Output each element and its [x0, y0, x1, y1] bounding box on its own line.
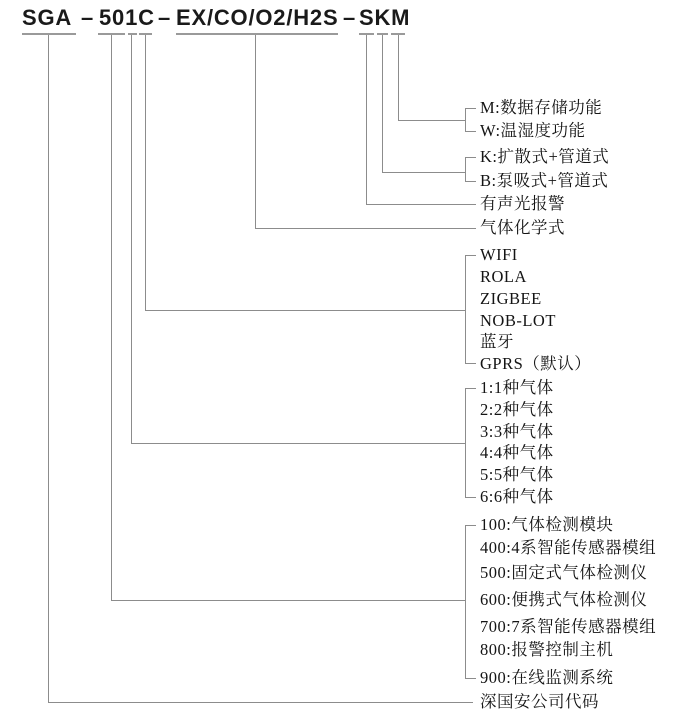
code-dash-3: –: [343, 5, 357, 30]
code-segment-series: 501C: [99, 5, 155, 30]
series-option-400: 400:4系智能传感器模组: [480, 538, 657, 557]
drop-line-option-k: [382, 35, 383, 172]
comm-option-wifi: WIFI: [480, 245, 518, 264]
code-dash-2: –: [158, 5, 172, 30]
storage-option-m: M:数据存储功能: [480, 98, 603, 117]
tick-storage-m: [465, 108, 476, 109]
tick-storage-w: [465, 131, 476, 132]
series-option-100: 100:气体检测模块: [480, 515, 614, 534]
tick-gas-count-top: [465, 388, 476, 389]
gas-count-option-3: 3:3种气体: [480, 422, 554, 441]
drop-line-gas-formula: [255, 35, 256, 228]
connector-series: [111, 600, 465, 601]
code-dash-1: –: [81, 5, 95, 30]
gas-count-option-1: 1:1种气体: [480, 378, 554, 397]
tick-comm-bottom: [465, 363, 476, 364]
sampling-option-k: K:扩散式+管道式: [480, 147, 610, 166]
series-option-600: 600:便携式气体检测仪: [480, 590, 648, 609]
company-code-label: 深国安公司代码: [480, 692, 599, 711]
connector-sampling: [382, 172, 465, 173]
drop-line-option-m: [398, 35, 399, 120]
code-segment-options: SKM: [359, 5, 411, 30]
bracket-series: [465, 525, 466, 678]
gas-count-option-2: 2:2种气体: [480, 400, 554, 419]
tick-series-bottom: [465, 678, 476, 679]
drop-line-prefix: [48, 35, 49, 702]
connector-gas-chemical: [255, 228, 476, 229]
tick-sampling-k: [465, 157, 476, 158]
gas-chemical-label: 气体化学式: [480, 218, 565, 237]
connector-comm: [145, 310, 465, 311]
storage-option-w: W:温湿度功能: [480, 121, 586, 140]
connector-company: [48, 702, 473, 703]
connector-storage: [398, 120, 465, 121]
bracket-gas-count: [465, 388, 466, 497]
drop-line-gas-count: [131, 35, 132, 443]
alarm-label: 有声光报警: [480, 194, 565, 213]
underline-prefix: [22, 33, 76, 35]
connector-alarm: [366, 204, 476, 205]
gas-count-option-5: 5:5种气体: [480, 465, 554, 484]
tick-sampling-b: [465, 181, 476, 182]
series-option-800: 800:报警控制主机: [480, 640, 614, 659]
connector-gas-count: [131, 443, 465, 444]
bracket-storage: [465, 108, 466, 132]
drop-line-alarm-s: [366, 35, 367, 204]
underline-gas-count-1: [128, 33, 137, 35]
drop-line-comm: [145, 35, 146, 310]
series-option-500: 500:固定式气体检测仪: [480, 563, 648, 582]
comm-option-bluetooth: 蓝牙: [480, 332, 514, 351]
comm-option-rola: ROLA: [480, 267, 527, 286]
gas-count-option-6: 6:6种气体: [480, 487, 554, 506]
tick-gas-count-bottom: [465, 497, 476, 498]
series-option-900: 900:在线监测系统: [480, 668, 614, 687]
drop-line-series: [111, 35, 112, 600]
code-segment-prefix: SGA: [22, 5, 73, 30]
comm-option-gprs: GPRS（默认）: [480, 354, 592, 373]
tick-series-top: [465, 525, 476, 526]
bracket-comm: [465, 255, 466, 364]
sampling-option-b: B:泵吸式+管道式: [480, 171, 609, 190]
bracket-sampling: [465, 157, 466, 182]
comm-option-noblot: NOB-LOT: [480, 311, 556, 330]
series-option-700: 700:7系智能传感器模组: [480, 617, 657, 636]
comm-option-zigbee: ZIGBEE: [480, 289, 542, 308]
tick-comm-top: [465, 255, 476, 256]
underline-gas-formula: [176, 33, 338, 35]
code-segment-gases: EX/CO/O2/H2S: [176, 5, 339, 30]
gas-count-option-4: 4:4种气体: [480, 443, 554, 462]
